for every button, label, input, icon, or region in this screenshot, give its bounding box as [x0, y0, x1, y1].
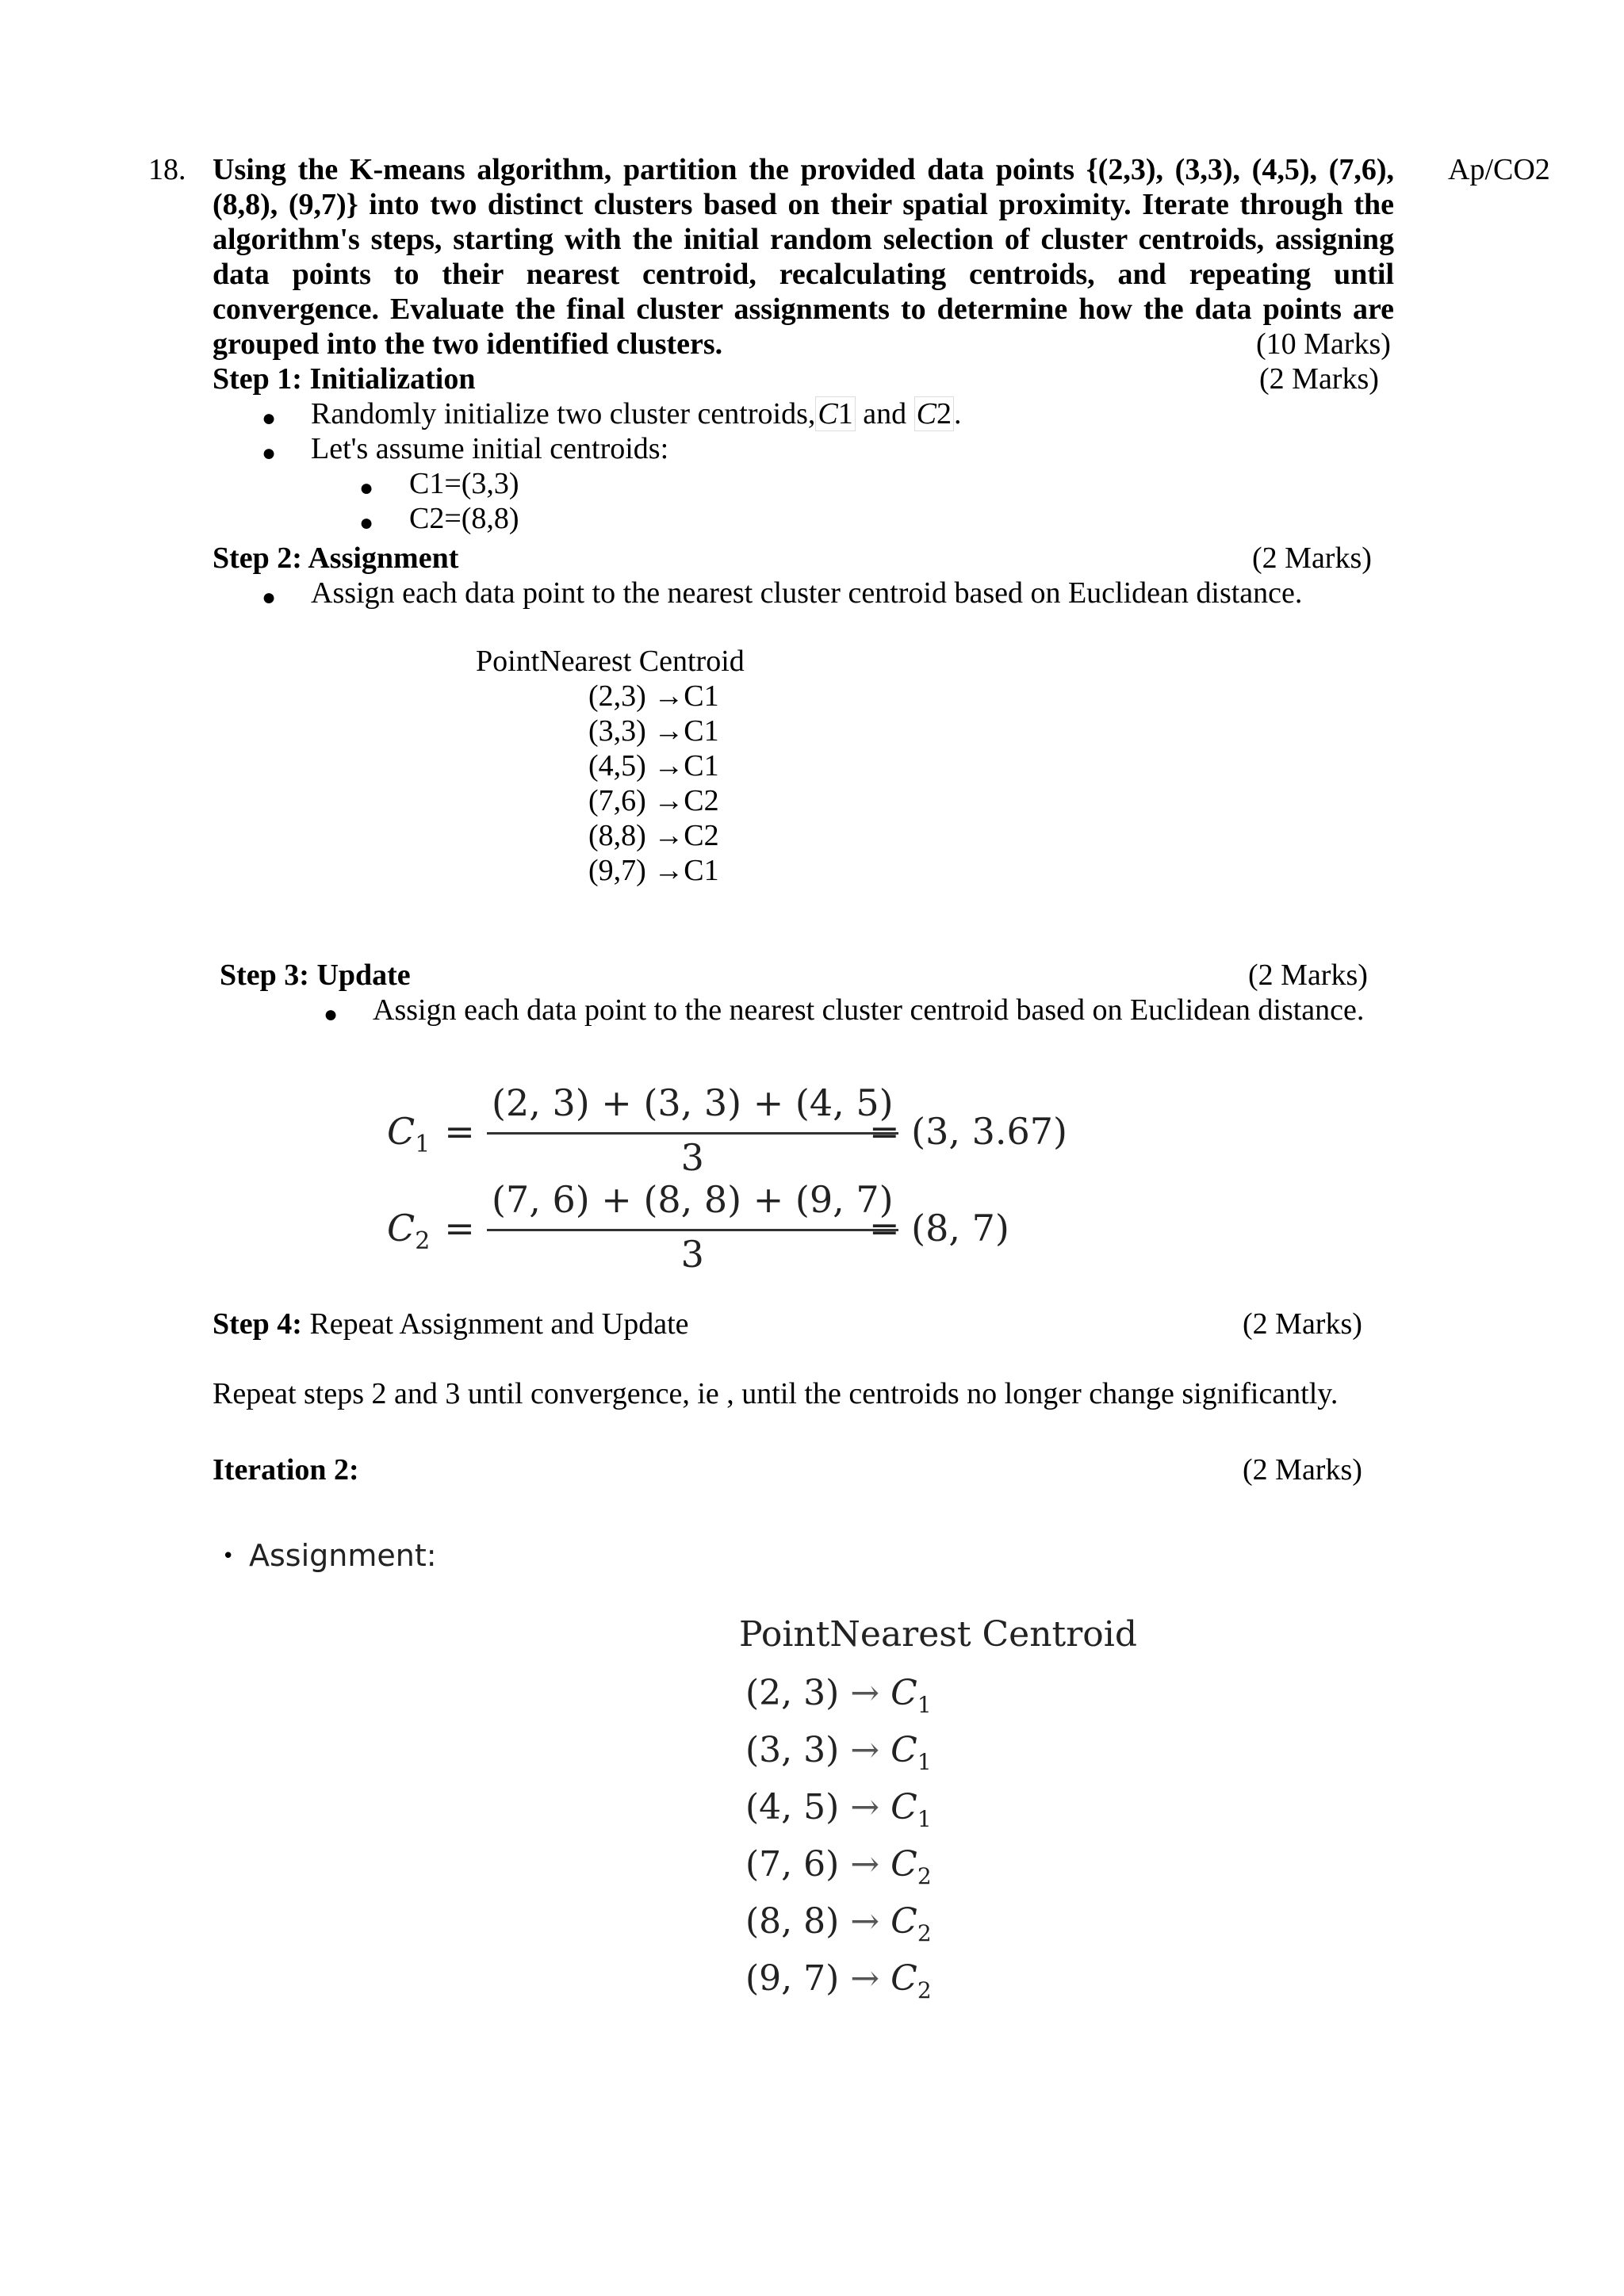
- step2-bullet: Assign each data point to the nearest cluster centroid based on Euclidean distance.: [311, 576, 1303, 610]
- cluster-letter: C: [891, 1787, 917, 1827]
- fraction-numerator: (7, 6) + (8, 8) + (9, 7): [487, 1178, 898, 1231]
- equation-c1-result: = (3, 3.67): [869, 1110, 1067, 1153]
- step1-and: and: [855, 397, 914, 430]
- course-outcome-code: Ap/CO2: [1448, 153, 1550, 186]
- bullet-icon: ●: [262, 584, 277, 610]
- point: (7, 6): [745, 1844, 840, 1885]
- bullet-icon: ●: [324, 1001, 339, 1027]
- step1-marks: (2 Marks): [1259, 362, 1379, 396]
- point: (3, 3): [745, 1730, 840, 1770]
- cluster-letter: C: [891, 1958, 917, 1999]
- eq-subscript: 2: [415, 1227, 431, 1256]
- table-row: [745, 1958, 932, 2003]
- step4-heading: [213, 1307, 689, 1341]
- initial-centroid-c1: C1=(3,3): [409, 467, 519, 500]
- equation-c1-fraction: [487, 1081, 898, 1179]
- equals-sign: =: [444, 1207, 475, 1249]
- question-text: [213, 152, 1394, 362]
- point: (2, 3): [745, 1673, 840, 1713]
- table-row: (4,5) →C1: [588, 749, 719, 783]
- eq-subscript: 1: [415, 1131, 431, 1159]
- fraction-denominator: 3: [680, 1233, 704, 1276]
- step4-text: Repeat steps 2 and 3 until convergence, ie , until the centroids no longer change significantly.: [213, 1377, 1339, 1410]
- step1-bullet1: [311, 396, 961, 431]
- cluster-letter: C: [891, 1673, 917, 1713]
- arrow-icon: →: [850, 1901, 880, 1942]
- table-row: [745, 1901, 932, 1946]
- arrow-icon: →: [850, 1730, 880, 1770]
- fraction-denominator: 3: [680, 1136, 704, 1179]
- equation-c2-lhs: [387, 1207, 475, 1255]
- equals-sign: =: [444, 1110, 475, 1153]
- step3-title: Step 3: Update: [220, 959, 411, 992]
- bullet-icon: ●: [262, 440, 277, 466]
- equation-c1-lhs: [387, 1110, 475, 1158]
- iteration2-marks: (2 Marks): [1243, 1453, 1362, 1487]
- cluster-letter: C: [891, 1844, 917, 1885]
- step2-table-header: PointNearest Centroid: [476, 645, 745, 678]
- question-number: 18.: [148, 153, 186, 186]
- bullet-icon: ●: [359, 475, 374, 501]
- bullet-icon: ●: [359, 510, 374, 536]
- arrow-icon: →: [850, 1958, 880, 1999]
- centroid-index: 2: [936, 397, 952, 430]
- cluster-index: 1: [917, 1748, 932, 1775]
- step1-bullet2: Let's assume initial centroids:: [311, 432, 669, 465]
- iteration2-table-header: PointNearest Centroid: [739, 1614, 1137, 1655]
- point: (8, 8): [745, 1901, 840, 1942]
- question-line: algorithm's steps, starting with the initial random selection of cluster centroids, assigning: [213, 223, 1394, 256]
- centroid-c1-symbol: [815, 396, 855, 431]
- question-line: convergence. Evaluate the final cluster assignments to determine how the data points are: [213, 293, 1394, 326]
- question-line: data points to their nearest centroid, recalculating centroids, and repeating until: [213, 258, 1394, 291]
- step4-title-rest: Repeat Assignment and Update: [301, 1307, 689, 1341]
- cluster-index: 1: [917, 1691, 932, 1718]
- table-row: (7,6) →C2: [588, 784, 719, 817]
- fraction: [487, 1178, 898, 1276]
- arrow-icon: →: [850, 1787, 880, 1827]
- bullet-icon: •: [222, 1544, 235, 1568]
- fraction-numerator: (2, 3) + (3, 3) + (4, 5): [487, 1081, 898, 1135]
- eq-c-letter: C: [387, 1110, 416, 1153]
- equation-c2-result: = (8, 7): [869, 1207, 1009, 1249]
- cluster-index: 2: [917, 1976, 932, 2003]
- arrow-icon: →: [850, 1673, 880, 1713]
- question-line: grouped into the two identified clusters.: [213, 327, 723, 361]
- step1-period: .: [953, 397, 962, 430]
- cluster-index: 2: [917, 1862, 932, 1889]
- centroid-c-letter: C: [916, 397, 936, 430]
- table-row: (2,3) →C1: [588, 679, 719, 713]
- step4-marks: (2 Marks): [1243, 1307, 1362, 1341]
- centroid-c-letter: C: [818, 397, 838, 430]
- step2-marks: (2 Marks): [1252, 541, 1372, 575]
- fraction: [487, 1081, 898, 1179]
- table-row: [745, 1787, 932, 1832]
- table-row: (3,3) →C1: [588, 714, 719, 748]
- cluster-index: 1: [917, 1805, 932, 1832]
- eq-c-letter: C: [387, 1207, 416, 1249]
- equation-c2-fraction: [487, 1178, 898, 1276]
- table-row: (8,8) →C2: [588, 819, 719, 852]
- question-line: (8,8), (9,7)} into two distinct clusters based on their spatial proximity. Iterate through the: [213, 188, 1394, 221]
- table-row: [745, 1730, 932, 1775]
- bullet-icon: ●: [262, 405, 277, 431]
- iteration2-title: Iteration 2:: [213, 1453, 359, 1487]
- point: (9, 7): [745, 1958, 840, 1999]
- initial-centroid-c2: C2=(8,8): [409, 502, 519, 535]
- table-row: [745, 1844, 932, 1889]
- cluster-letter: C: [891, 1901, 917, 1942]
- cluster-letter: C: [891, 1730, 917, 1770]
- question-marks: (10 Marks): [1256, 327, 1391, 361]
- centroid-index: 1: [837, 397, 853, 430]
- centroid-c2-symbol: [914, 396, 954, 431]
- table-row: (9,7) →C1: [588, 854, 719, 887]
- iteration2-bullet: Assignment:: [249, 1538, 437, 1573]
- step4-title: Step 4:: [213, 1307, 302, 1341]
- step1-title: Step 1: Initialization: [213, 362, 476, 396]
- point: (4, 5): [745, 1787, 840, 1827]
- step2-title: Step 2: Assignment: [213, 541, 459, 575]
- step1-bullet1-text: Randomly initialize two cluster centroids,: [311, 397, 816, 430]
- question-line: Using the K-means algorithm, partition the provided data points {(2,3), (3,3), (4,5), (7,6),: [213, 153, 1394, 186]
- table-row: [745, 1673, 932, 1718]
- step3-bullet: Assign each data point to the nearest cluster centroid based on Euclidean distance.: [373, 993, 1365, 1027]
- step3-marks: (2 Marks): [1248, 959, 1368, 992]
- cluster-index: 2: [917, 1919, 932, 1946]
- arrow-icon: →: [850, 1844, 880, 1885]
